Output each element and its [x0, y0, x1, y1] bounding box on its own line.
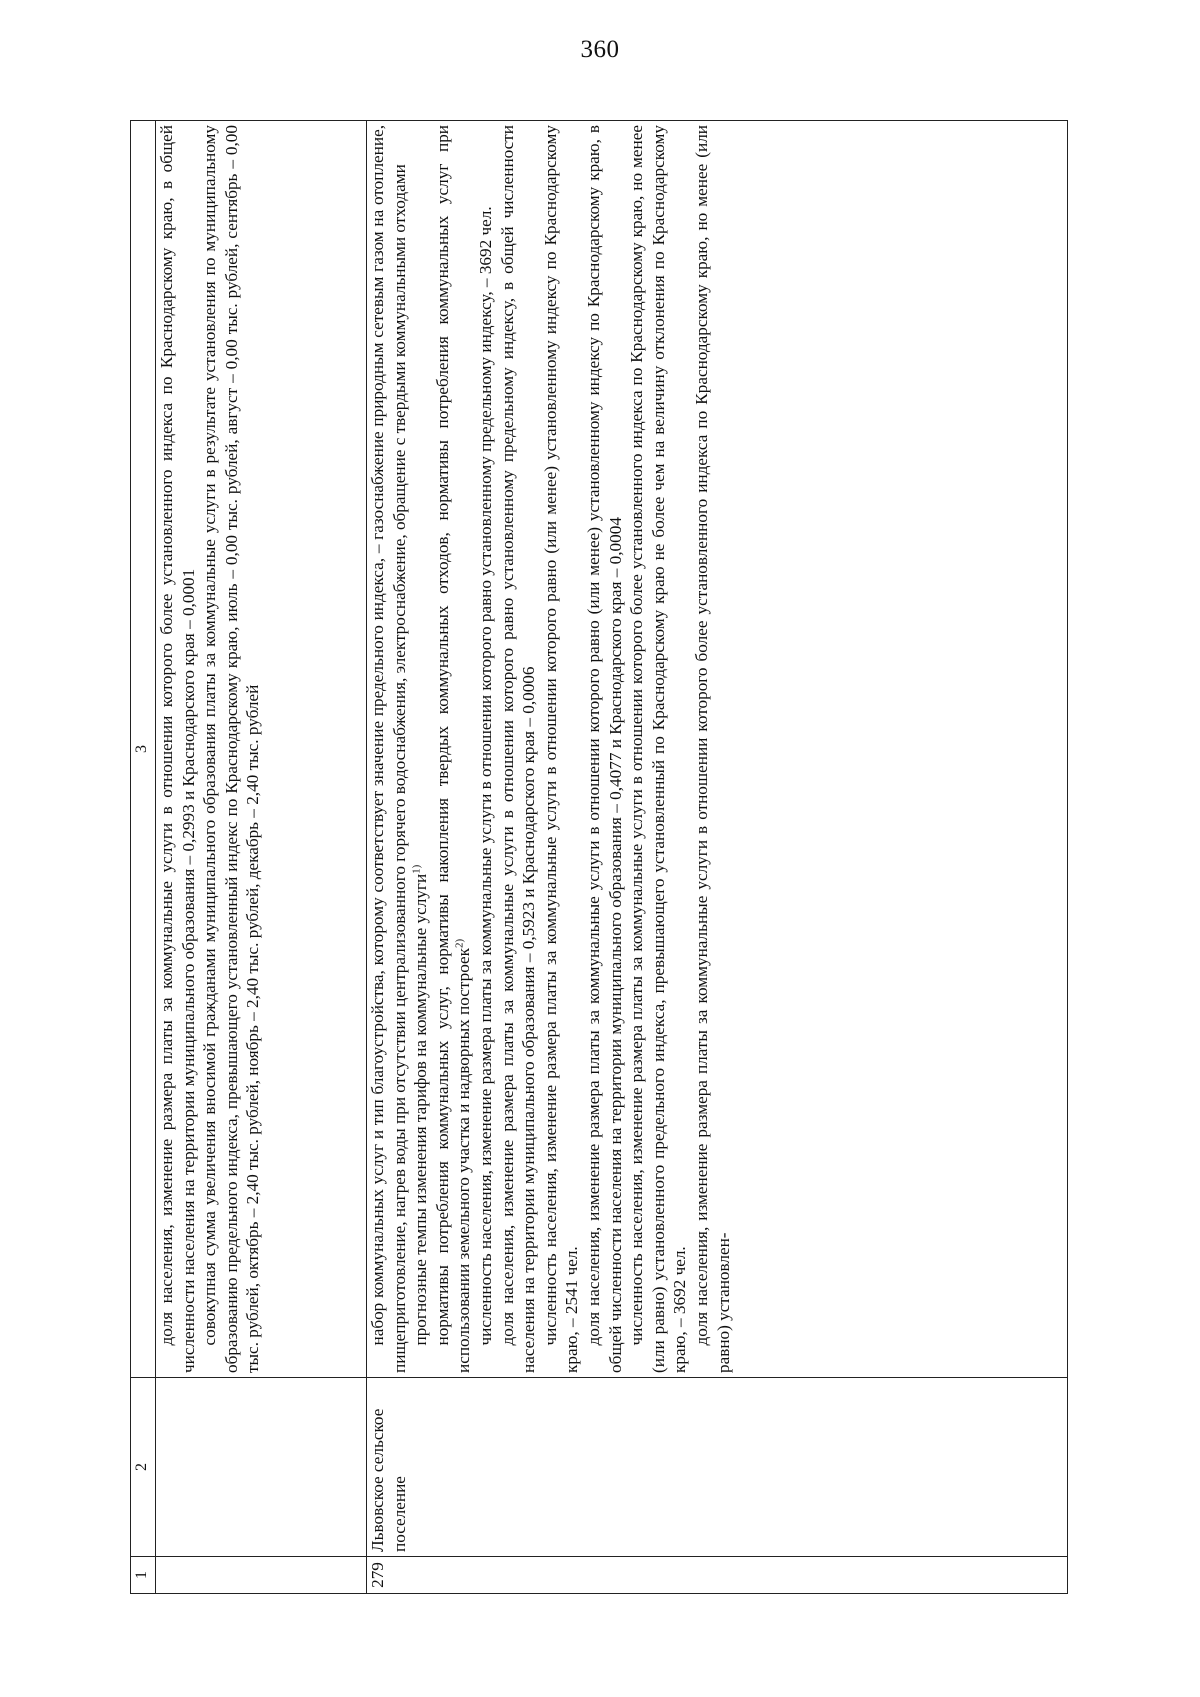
- paragraph-text: прогнозные темпы изменения тарифов на коммунальные услуги: [411, 873, 431, 1346]
- paragraph: [432, 125, 475, 1373]
- paragraph: численность населения, изменение размера платы за коммунальные услуги в отношении которого более установленного индекса по Краснодарскому краю, но менее (или равно) установленного предельного индекса, превышающего установленный по Краснодарскому краю не более чем на величину отклонения по Краснодарскому краю, – 3692 чел.: [627, 125, 690, 1373]
- header-col-2: 2: [131, 1378, 156, 1557]
- header-col-3: 3: [131, 121, 156, 1378]
- paragraph-text: нормативы потребления коммунальных услуг, нормативы накопления твердых коммунальных отходов, нормативы потребления коммунальных услуг при использовании земельного участка и надворных построек: [432, 125, 474, 1373]
- row-name: Львовское сельское поселение: [367, 1378, 1068, 1557]
- table-header-row: [131, 121, 156, 1594]
- row-number: 279: [367, 1557, 1068, 1594]
- page-number: 360: [580, 36, 620, 63]
- row-number: [156, 1557, 367, 1594]
- rotated-table-wrapper: [130, 124, 1068, 1594]
- table-row: [367, 121, 1068, 1594]
- row-name: [156, 1378, 367, 1557]
- paragraph: совокупная сумма увеличения вносимой гражданами муниципального образования платы за коммунальные услуги в результате установления по муниципальному образованию предельного индекса, превышающего установленный индекс по Краснодарскому краю, июль – 0,00 тыс. рублей, август – 0,00 тыс. рублей, сентябрь – 0,00 тыс. рублей, октябрь – 2,40 тыс. рублей, ноябрь – 2,40 тыс. рублей, декабрь – 2,40 тыс. рублей: [200, 125, 263, 1373]
- row-description: [156, 121, 367, 1378]
- paragraph: доля населения, изменение размера платы за коммунальные услуги в отношении которого более установленного индекса по Краснодарскому краю, но менее (или равно) установлен-: [691, 125, 733, 1373]
- header-col-1: 1: [131, 1557, 156, 1594]
- paragraph: доля населения, изменение размера платы за коммунальные услуги в отношении которого равно установленному предельному индексу, в общей численности населения на территории муниципального образования – 0,5923 и Краснодарского края – 0,0006: [497, 125, 539, 1373]
- paragraph: [410, 125, 432, 1373]
- footnote-marker-1: 1): [410, 864, 423, 874]
- paragraph: набор коммунальных услуг и тип благоустройства, которому соответствует значение предельного индекса, – газоснабжение природным сетевым газом на отопление, пищеприготовление, нагрев воды при отсутствии централизованного горячего водоснабжения, электроснабжение, обращение с твердыми коммунальными отходами: [368, 125, 409, 1373]
- paragraph: численность населения, изменение размера платы за коммунальные услуги в отношении которого равно (или менее) установленному индексу по Краснодарскому краю, – 2541 чел.: [540, 125, 582, 1373]
- paragraph: численность населения, изменение размера платы за коммунальные услуги в отношении которого равно установленному предельному индексу, – 3692 чел.: [475, 206, 495, 1346]
- table-row: [156, 121, 367, 1594]
- row-description: [367, 121, 1068, 1378]
- paragraph: доля населения, изменение размера платы за коммунальные услуги в отношении которого более установленного индекса по Краснодарскому краю, в общей численности населения на территории муниципального образования – 0,2993 и Краснодарского края – 0,0001: [157, 125, 198, 1373]
- footnote-marker-2: 2): [453, 938, 466, 948]
- paragraph: доля населения, изменение размера платы за коммунальные услуги в отношении которого равно (или менее) установленному индексу по Краснодарскому краю, в общей численности населения на территории муниципального образования – 0,4077 и Краснодарского края – 0,0004: [583, 125, 625, 1373]
- data-table: [130, 120, 1068, 1594]
